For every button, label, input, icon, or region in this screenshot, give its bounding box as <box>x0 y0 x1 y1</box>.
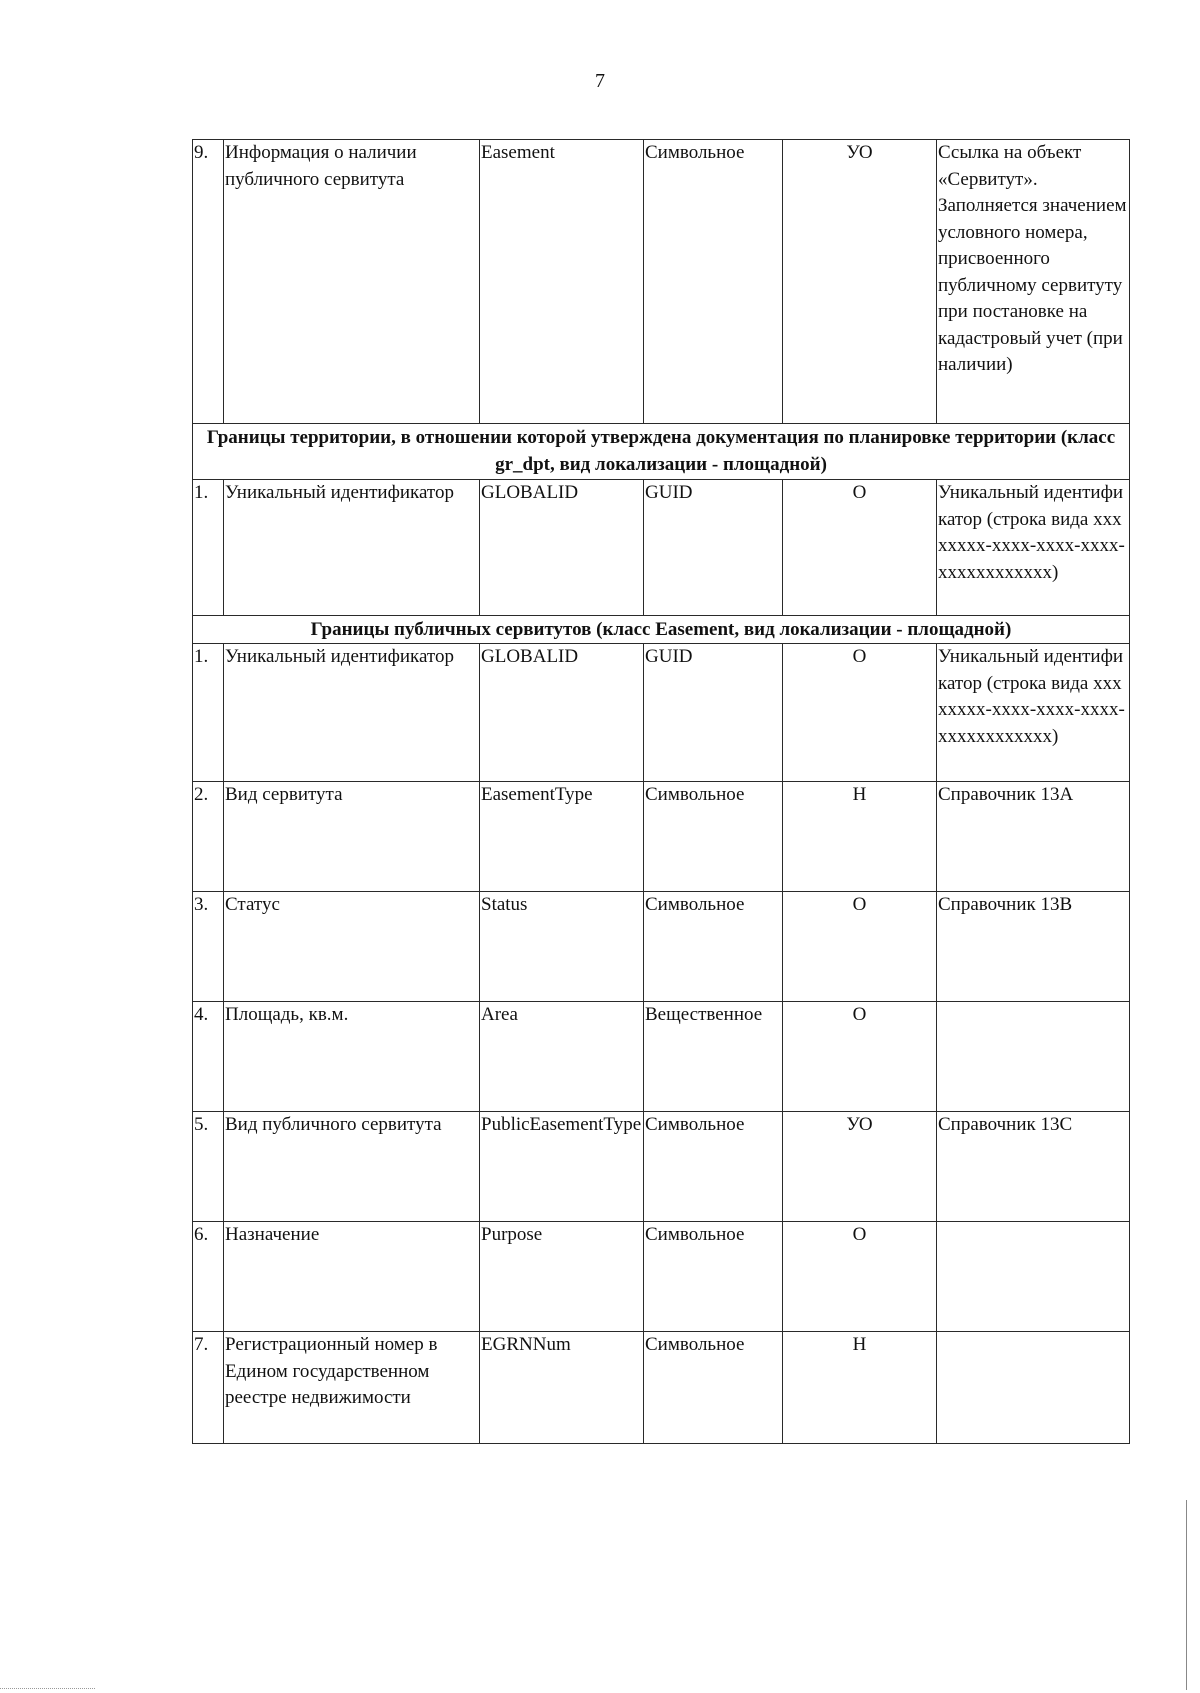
table-row <box>193 782 1130 892</box>
field-name: Area <box>480 1002 644 1112</box>
description-text: Ссылка на объект «Сервитут». Заполняется значением условного номера, присвоенного публичному сервитуту при постановке на кадастровый учет (при наличии) <box>938 142 1127 375</box>
required-flag: О <box>783 644 937 782</box>
required-flag: О <box>783 1222 937 1332</box>
field-name: GLOBALID <box>480 644 644 782</box>
required-flag: О <box>783 892 937 1002</box>
table-row <box>193 480 1130 616</box>
table-row <box>193 140 1130 424</box>
field-type: Символьное <box>644 140 783 424</box>
field-type: Вещественное <box>644 1002 783 1112</box>
field-name: EasementType <box>480 782 644 892</box>
attribute-name: Уникальный идентификатор <box>224 480 480 616</box>
row-number: 7. <box>193 1332 224 1444</box>
field-description: Уникальный идентификатор (строка вида xxxxxxxx-xxxx-xxxx-xxxx-xxxxxxxxxxxx) <box>937 644 1130 782</box>
table-row <box>193 1332 1130 1444</box>
field-description: Справочник 13С <box>937 1112 1130 1222</box>
required-flag: УО <box>783 1112 937 1222</box>
required-flag: Н <box>783 782 937 892</box>
field-type: GUID <box>644 644 783 782</box>
row-number: 9. <box>193 140 224 424</box>
scan-footer-mark <box>0 1688 95 1690</box>
field-type: Символьное <box>644 1332 783 1444</box>
required-flag: УО <box>783 140 937 424</box>
field-name: PublicEasementType <box>480 1112 644 1222</box>
table-row <box>193 892 1130 1002</box>
table-row <box>193 1112 1130 1222</box>
field-type: Символьное <box>644 892 783 1002</box>
table-row <box>193 1222 1130 1332</box>
row-number: 3. <box>193 892 224 1002</box>
attribute-table <box>192 139 1130 1444</box>
row-number: 4. <box>193 1002 224 1112</box>
field-type: Символьное <box>644 1112 783 1222</box>
section-title: Границы территории, в отношении которой утверждена документация по планировке территории (класс gr_dpt, вид локализации - площадной) <box>193 424 1130 480</box>
table-row <box>193 644 1130 782</box>
field-type: Символьное <box>644 1222 783 1332</box>
attribute-name: Уникальный идентификатор <box>224 644 480 782</box>
required-flag: Н <box>783 1332 937 1444</box>
field-description: Справочник 13А <box>937 782 1130 892</box>
scan-margin-line <box>1186 1500 1187 1690</box>
field-description <box>937 1332 1130 1444</box>
page-number: 7 <box>595 70 605 92</box>
field-name: Status <box>480 892 644 1002</box>
field-description <box>937 140 1130 424</box>
field-name: GLOBALID <box>480 480 644 616</box>
field-type: GUID <box>644 480 783 616</box>
field-description: Уникальный идентификатор (строка вида xxxxxxxx-xxxx-xxxx-xxxx-xxxxxxxxxxxx) <box>937 480 1130 616</box>
section-header <box>193 424 1130 480</box>
row-number: 1. <box>193 644 224 782</box>
row-number: 5. <box>193 1112 224 1222</box>
attribute-name: Назначение <box>224 1222 480 1332</box>
table-row <box>193 1002 1130 1112</box>
required-flag: О <box>783 480 937 616</box>
row-number: 2. <box>193 782 224 892</box>
field-name: Easement <box>480 140 644 424</box>
field-description <box>937 1222 1130 1332</box>
row-number: 1. <box>193 480 224 616</box>
section-title: Границы публичных сервитутов (класс Easement, вид локализации - площадной) <box>193 616 1130 644</box>
field-type: Символьное <box>644 782 783 892</box>
field-description <box>937 1002 1130 1112</box>
section-header <box>193 616 1130 644</box>
field-name: Purpose <box>480 1222 644 1332</box>
required-flag: О <box>783 1002 937 1112</box>
row-number: 6. <box>193 1222 224 1332</box>
attribute-name: Вид сервитута <box>224 782 480 892</box>
attribute-name: Вид публичного сервитута <box>224 1112 480 1222</box>
attribute-name: Площадь, кв.м. <box>224 1002 480 1112</box>
attribute-name: Статус <box>224 892 480 1002</box>
attribute-name: Регистрационный номер в Едином государственном реестре недвижимости <box>224 1332 480 1444</box>
field-name: EGRNNum <box>480 1332 644 1444</box>
field-description: Справочник 13В <box>937 892 1130 1002</box>
attribute-name: Информация о наличии публичного сервитута <box>224 140 480 424</box>
